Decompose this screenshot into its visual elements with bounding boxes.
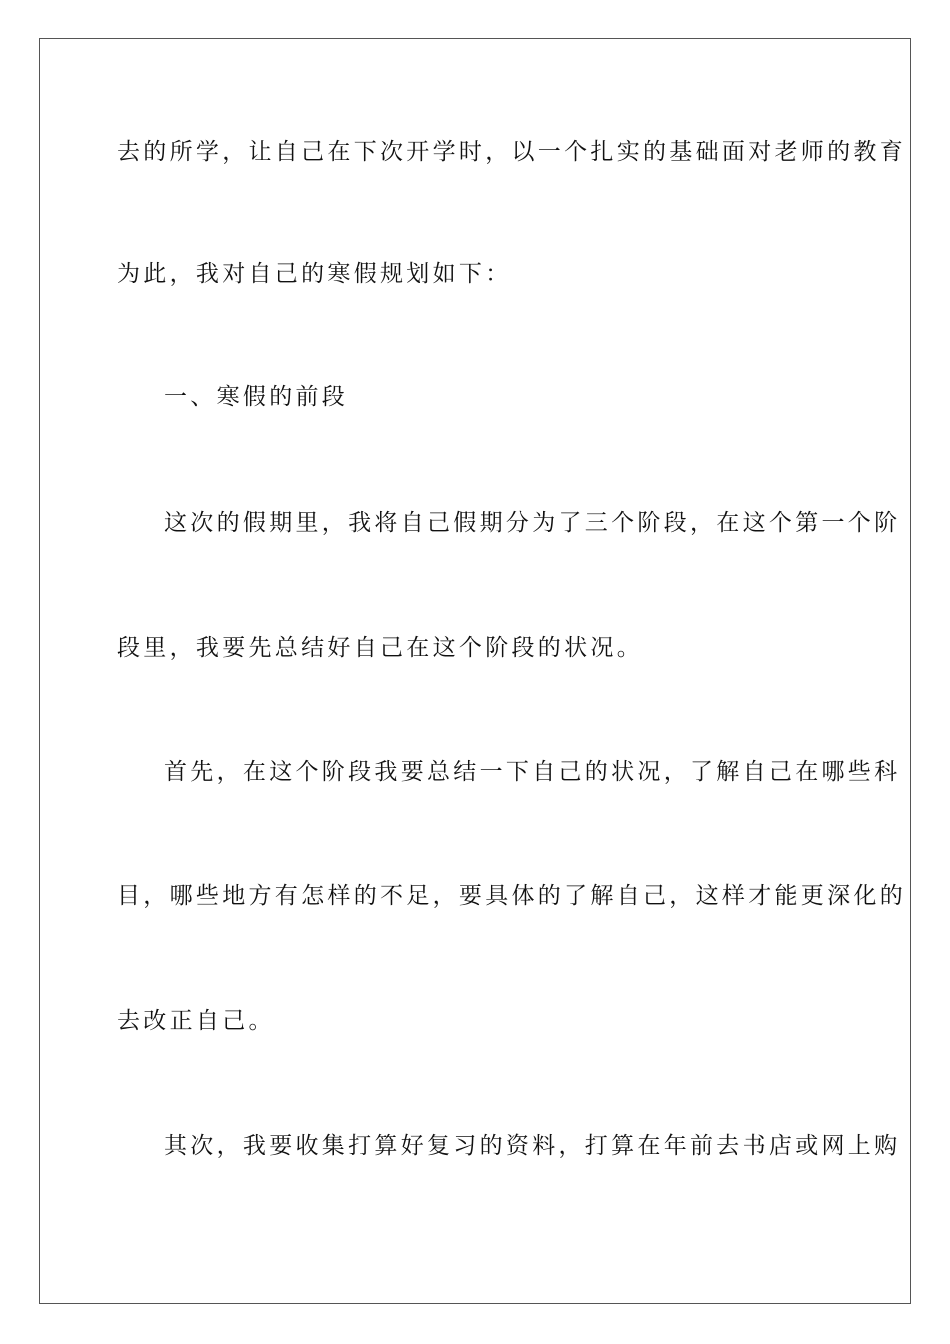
- text-line-1: 去的所学，让自己在下次开学时，以一个扎实的基础面对老师的教育: [117, 139, 906, 165]
- text-line-5: 段里，我要先总结好自己在这个阶段的状况。: [117, 635, 643, 661]
- text-line-2: 为此，我对自己的寒假规划如下：: [117, 261, 512, 287]
- text-line-9: 其次，我要收集打算好复习的资料，打算在年前去书店或网上购: [164, 1133, 901, 1159]
- text-line-7: 目，哪些地方有怎样的不足，要具体的了解自己，这样才能更深化的: [117, 883, 906, 909]
- section-heading: 一、寒假的前段: [164, 384, 349, 410]
- text-line-8: 去改正自己。: [117, 1008, 275, 1034]
- text-line-4: 这次的假期里，我将自己假期分为了三个阶段，在这个第一个阶: [164, 510, 901, 536]
- page-border: [39, 38, 911, 1304]
- text-line-6: 首先，在这个阶段我要总结一下自己的状况，了解自己在哪些科: [164, 759, 901, 785]
